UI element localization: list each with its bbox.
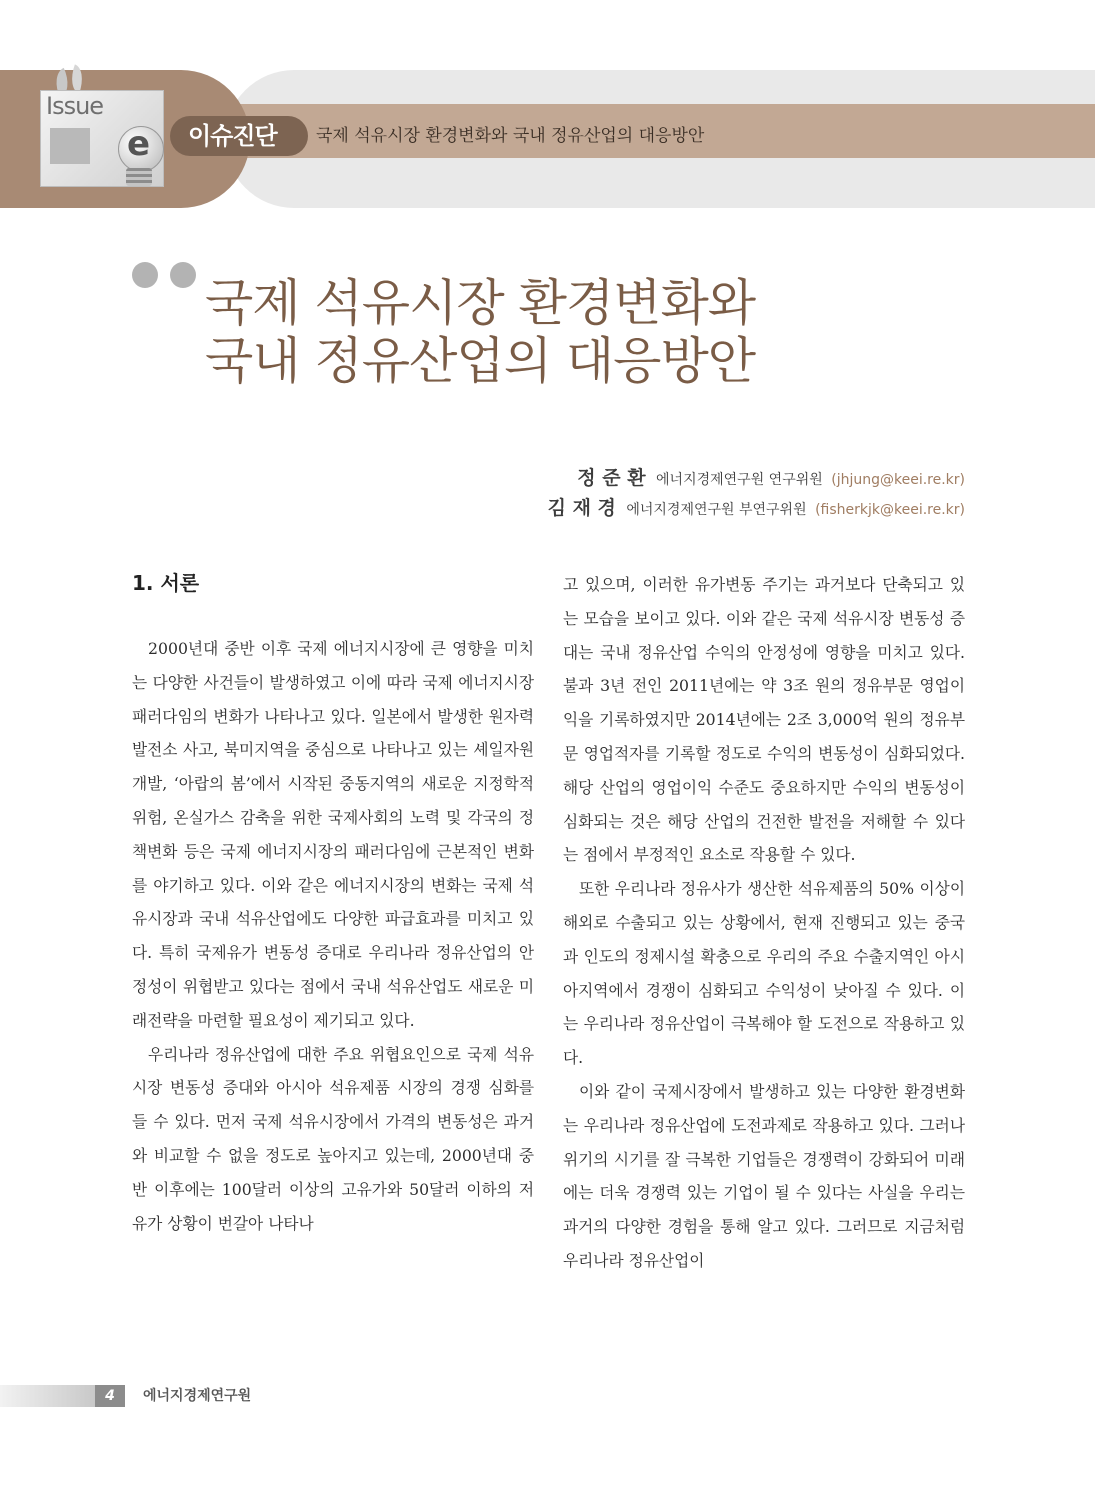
issue-logo-text: Issue (46, 92, 104, 120)
page-number: 4 (95, 1385, 125, 1407)
author-affiliation: 에너지경제연구원 부연구위원 (626, 502, 807, 518)
body-column-left (132, 566, 534, 1240)
body-paragraph: 우리나라 정유산업에 대한 주요 위협요인으로 국제 석유시장 변동성 증대와 아시아 석유제품 시장의 경쟁 심화를 들 수 있다. 먼저 국제 석유시장에서 가격의 변동성은 과거와 비교할 수 없을 정도로 높아지고 있는데, 2000년대 중반 이후에는 100달러 이상의 고유가와 50달러 이하의 저유가 상황이 번갈아 나타나 (132, 1044, 534, 1233)
issue-logo-letter: e (127, 124, 151, 164)
body-paragraph: 2000년대 중반 이후 국제 에너지시장에 큰 영향을 미치는 다양한 사건들이 발생하였고 이에 따라 국제 에너지시장 패러다임의 변화가 나타나고 있다. 일본에서 발생한 원자력발전소 사고, 북미지역을 중심으로 나타나고 있는 셰일자원 개발, ‘아랍의 봄’에서 시작된 중동지역의 새로운 지정학적 위험, 온실가스 감축을 위한 국제사회의 노력 및 각국의 정책변화 등은 국제 에너지시장의 패러다임에 근본적인 변화를 야기하고 있다. 이와 같은 에너지시장의 변화는 국제 석유시장과 국내 석유산업에도 다양한 파급효과를 미치고 있다. 특히 국제유가 변동성 증대로 우리나라 정유산업의 안정성이 위협받고 있다는 점에서 국내 석유산업도 새로운 미래전략을 마련할 필요성이 제기되고 있다. (132, 639, 534, 1030)
author-entry (548, 494, 965, 524)
body-column-right (563, 568, 965, 1278)
author-email: (jhjung@keei.re.kr) (831, 472, 965, 488)
author-email: (fisherkjk@keei.re.kr) (815, 502, 965, 518)
lightbulb-base-icon (126, 168, 152, 186)
category-label: 이슈진단 (188, 122, 277, 150)
footer-organization: 에너지경제연구원 (143, 1388, 252, 1404)
body-paragraph: 또한 우리나라 정유사가 생산한 석유제품의 50% 이상이 해외로 수출되고 있는 상황에서, 현재 진행되고 있는 중국과 인도의 정제시설 확충으로 우리의 주요 수출지역인 아시아지역에서 경쟁이 심화되고 수익성이 낮아질 수 있다. 이는 우리나라 정유산업이 극복해야 할 도전으로 작용하고 있다. (563, 879, 965, 1068)
issue-logo-square (50, 128, 90, 164)
body-paragraph: 이와 같이 국제시장에서 발생하고 있는 다양한 환경변화는 우리나라 정유산업에 도전과제로 작용하고 있다. 그러나 위기의 시기를 잘 극복한 기업들은 경쟁력이 강화되어 미래에는 더욱 경쟁력 있는 기업이 될 수 있다는 사실을 우리는 과거의 다양한 경험을 통해 알고 있다. 그러므로 지금처럼 우리나라 정유산업이 (563, 1081, 965, 1270)
author-name: 정 준 환 (577, 467, 646, 489)
article-title (205, 274, 755, 390)
author-affiliation: 에너지경제연구원 연구위원 (656, 472, 823, 488)
title-dot (170, 262, 196, 288)
article-title-line-2: 국내 정유산업의 대응방안 (205, 332, 756, 390)
header-subtitle: 국제 석유시장 환경변화와 국내 정유산업의 대응방안 (316, 126, 705, 146)
author-block (548, 464, 965, 524)
body-paragraph: 고 있으며, 이러한 유가변동 주기는 과거보다 단축되고 있는 모습을 보이고 있다. 이와 같은 국제 석유시장 변동성 증대는 국내 정유산업 수익의 안정성에 영향을 미치고 있다. 불과 3년 전인 2011년에는 약 3조 원의 정유부문 영업이익을 기록하였지만 2014년에는 2조 3,000억 원의 정유부문 영업적자를 기록할 정도로 수익의 변동성이 심화되었다. 해당 산업의 영업이익 수준도 중요하지만 수익의 변동성이 심화되는 것은 해당 산업의 건전한 발전을 저해할 수 있다는 점에서 부정적인 요소로 작용할 수 있다. (563, 575, 965, 865)
section-heading: 1. 서론 (132, 571, 200, 595)
article-title-line-1: 국제 석유시장 환경변화와 (205, 274, 756, 332)
title-dot (132, 262, 158, 288)
author-entry (548, 464, 965, 494)
author-name: 김 재 경 (547, 497, 616, 519)
issue-header-band (0, 0, 1095, 215)
